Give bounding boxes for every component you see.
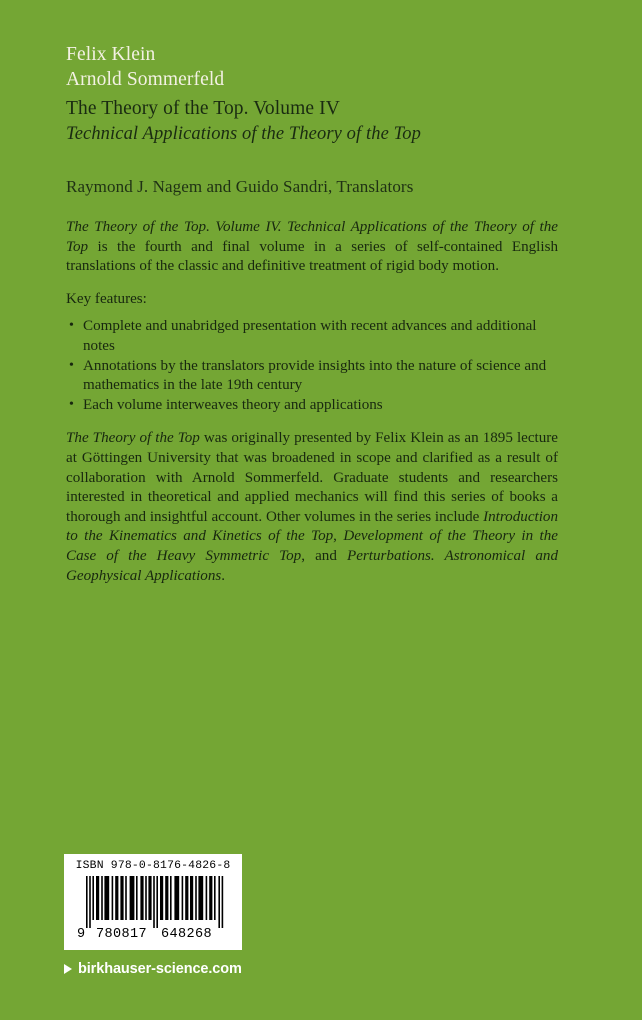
blurb-paragraph-2: [66, 429, 558, 586]
blurb-p1-rest: is the fourth and final volume in a series of self-contained English translations of the classic and definitive treatment of rigid body motion.: [66, 238, 558, 275]
key-features-list: [66, 317, 558, 415]
blurb-p1-italic-title: The Theory of the Top. Volume IV. Technical Applications of the Theory of the Top: [66, 219, 558, 255]
blurb-p2-italic-title: The Theory of the Top: [66, 430, 200, 447]
barcode-digits: [77, 927, 229, 943]
barcode-lead-digit: 9: [77, 927, 86, 942]
list-item-label: Complete and unabridged presentation with recent advances and additional notes: [83, 318, 537, 354]
list-item: [66, 317, 558, 356]
play-triangle-icon: [64, 964, 72, 974]
isbn-barcode-box: [64, 854, 242, 950]
title-block: [66, 42, 566, 199]
series-title-2: Development of the Theory in the Case of the Heavy Symmetric Top: [66, 528, 558, 564]
author-name-2: Arnold Sommerfeld: [66, 69, 225, 90]
series-title-3: Perturbations. Astronomical and Geophysical Applications: [66, 547, 558, 584]
list-item: [66, 357, 558, 396]
barcode-left-group: 780817: [96, 927, 148, 942]
publisher-website[interactable]: [64, 961, 244, 977]
publisher-website-label: birkhauser-science.com: [78, 961, 242, 977]
list-item-label: Each volume interweaves theory and applications: [83, 396, 383, 413]
key-features-label: Key features:: [66, 290, 147, 307]
barcode-right-group: 648268: [161, 927, 213, 942]
barcode-bars: [77, 876, 229, 928]
list-item: [66, 396, 558, 416]
bullet-icon: •: [69, 318, 74, 334]
blurb-block: [66, 218, 558, 586]
author-name-1: Felix Klein: [66, 44, 156, 65]
blurb-p2-mid: was originally presented by Felix Klein as an 1895 lecture at Göttingen University that was broadened in scope and clarified as a result of collaboration with Arnold Sommerfeld. Graduate students and researchers interested in theoretical and applied mechanics will find this series of books a thorough and insightful account. Other volumes in the series include: [66, 430, 558, 525]
book-title: The Theory of the Top. Volume IV: [66, 98, 340, 119]
series-sep-1: ,: [333, 528, 344, 545]
isbn-text: ISBN 978-0-8176-4826-8: [75, 860, 231, 872]
blurb-p2-end: .: [221, 567, 226, 584]
series-title-1: Introduction to the Kinematics and Kinetics of the Top: [66, 508, 558, 545]
bullet-icon: •: [69, 357, 74, 373]
book-subtitle: Technical Applications of the Theory of the Top: [66, 124, 421, 144]
blurb-paragraph-1: [66, 218, 558, 277]
footer-block: [64, 854, 244, 977]
bullet-icon: •: [69, 396, 74, 412]
barcode-svg: [77, 876, 229, 928]
series-sep-2: , and: [301, 547, 348, 564]
translators-line: Raymond J. Nagem and Guido Sandri, Translators: [66, 177, 414, 196]
list-item-label: Annotations by the translators provide insights into the nature of science and mathematics in the late 19th century: [83, 357, 547, 394]
